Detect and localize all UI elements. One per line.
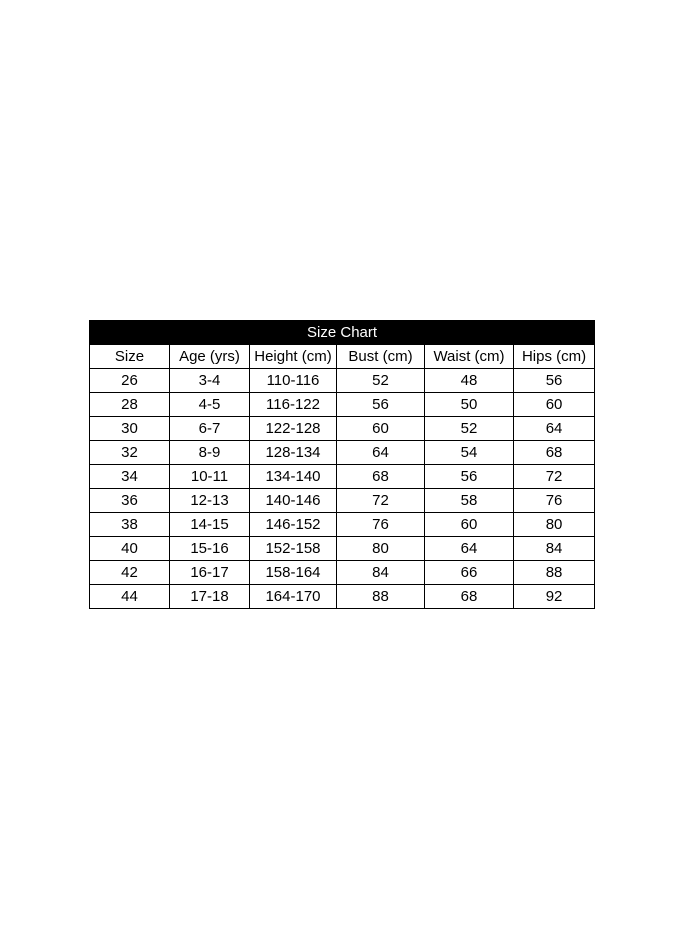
cell-height: 128-134 — [250, 441, 337, 465]
column-header-size: Size — [90, 345, 170, 369]
cell-hips: 88 — [514, 561, 595, 585]
cell-hips: 68 — [514, 441, 595, 465]
cell-height: 134-140 — [250, 465, 337, 489]
cell-waist: 50 — [425, 393, 514, 417]
cell-bust: 52 — [337, 369, 425, 393]
cell-bust: 76 — [337, 513, 425, 537]
cell-hips: 72 — [514, 465, 595, 489]
table-row — [90, 417, 595, 441]
table-row — [90, 513, 595, 537]
table-row — [90, 585, 595, 609]
cell-age: 15-16 — [170, 537, 250, 561]
cell-age: 10-11 — [170, 465, 250, 489]
table-title: Size Chart — [90, 321, 595, 345]
cell-hips: 92 — [514, 585, 595, 609]
cell-waist: 68 — [425, 585, 514, 609]
cell-size: 42 — [90, 561, 170, 585]
cell-waist: 60 — [425, 513, 514, 537]
cell-waist: 58 — [425, 489, 514, 513]
cell-height: 140-146 — [250, 489, 337, 513]
column-header-bust: Bust (cm) — [337, 345, 425, 369]
cell-age: 4-5 — [170, 393, 250, 417]
column-header-height: Height (cm) — [250, 345, 337, 369]
cell-waist: 52 — [425, 417, 514, 441]
cell-hips: 64 — [514, 417, 595, 441]
column-header-age: Age (yrs) — [170, 345, 250, 369]
cell-age: 8-9 — [170, 441, 250, 465]
cell-bust: 80 — [337, 537, 425, 561]
cell-waist: 54 — [425, 441, 514, 465]
table-body — [90, 369, 595, 609]
cell-size: 28 — [90, 393, 170, 417]
cell-bust: 84 — [337, 561, 425, 585]
cell-height: 158-164 — [250, 561, 337, 585]
cell-waist: 64 — [425, 537, 514, 561]
cell-age: 6-7 — [170, 417, 250, 441]
cell-hips: 84 — [514, 537, 595, 561]
cell-hips: 76 — [514, 489, 595, 513]
cell-size: 36 — [90, 489, 170, 513]
column-header-hips: Hips (cm) — [514, 345, 595, 369]
cell-age: 16-17 — [170, 561, 250, 585]
cell-height: 110-116 — [250, 369, 337, 393]
cell-height: 122-128 — [250, 417, 337, 441]
cell-hips: 80 — [514, 513, 595, 537]
cell-height: 152-158 — [250, 537, 337, 561]
cell-hips: 60 — [514, 393, 595, 417]
size-chart-table — [89, 320, 595, 609]
cell-size: 44 — [90, 585, 170, 609]
cell-age: 12-13 — [170, 489, 250, 513]
cell-height: 146-152 — [250, 513, 337, 537]
cell-waist: 56 — [425, 465, 514, 489]
header-row — [90, 345, 595, 369]
cell-size: 26 — [90, 369, 170, 393]
cell-size: 30 — [90, 417, 170, 441]
table-row — [90, 369, 595, 393]
cell-bust: 64 — [337, 441, 425, 465]
table-row — [90, 537, 595, 561]
cell-bust: 72 — [337, 489, 425, 513]
cell-height: 116-122 — [250, 393, 337, 417]
cell-waist: 66 — [425, 561, 514, 585]
table-row — [90, 561, 595, 585]
table-row — [90, 489, 595, 513]
cell-size: 32 — [90, 441, 170, 465]
table-row — [90, 441, 595, 465]
cell-size: 40 — [90, 537, 170, 561]
cell-waist: 48 — [425, 369, 514, 393]
cell-bust: 56 — [337, 393, 425, 417]
column-header-waist: Waist (cm) — [425, 345, 514, 369]
table-row — [90, 465, 595, 489]
cell-age: 14-15 — [170, 513, 250, 537]
cell-bust: 60 — [337, 417, 425, 441]
cell-bust: 68 — [337, 465, 425, 489]
cell-age: 17-18 — [170, 585, 250, 609]
cell-size: 34 — [90, 465, 170, 489]
cell-size: 38 — [90, 513, 170, 537]
cell-hips: 56 — [514, 369, 595, 393]
cell-height: 164-170 — [250, 585, 337, 609]
cell-bust: 88 — [337, 585, 425, 609]
cell-age: 3-4 — [170, 369, 250, 393]
table-row — [90, 393, 595, 417]
title-row — [90, 321, 595, 345]
